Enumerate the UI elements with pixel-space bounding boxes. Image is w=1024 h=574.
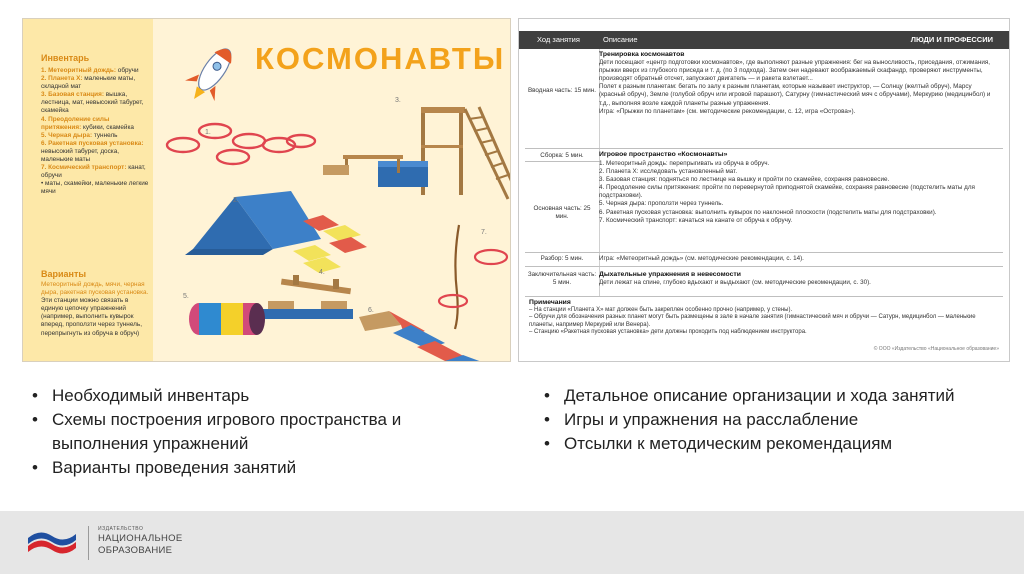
header-section-name: ЛЮДИ И ПРОФЕССИИ <box>910 35 993 44</box>
note-item: – На станции «Планета X» мат должен быть закреплен особенно прочно (например, у стены). <box>529 306 793 313</box>
row-heading: Дыхательные упражнения в невесомости <box>599 271 741 278</box>
row-review <box>599 255 999 263</box>
inventory-name: 6. Ракетная пусковая установка: <box>41 139 144 147</box>
row-separator <box>525 296 1003 297</box>
rope <box>455 225 459 329</box>
publisher-logo-icon <box>24 524 80 558</box>
row-intro <box>599 51 999 116</box>
feature-item: • Отсылки к методическим рекомендациям <box>542 432 1002 456</box>
inventory-items: маты, скамейки, маленькие легкие мячи <box>41 180 149 196</box>
game-space-illustration <box>153 79 510 361</box>
variants-text <box>41 281 149 338</box>
row-paragraph: 7. Космический транспорт: качаться на канате от обруча к обручу. <box>599 216 793 224</box>
right-page-preview <box>518 18 1010 362</box>
row-paragraph: Полет к разным планетам: бегать по залу к разным планетам, которые называет инструктор, — Солнцу (желтый обруч), Марсу (красный обруч), Земле (голубой обруч или игровой парашют), Сатурну (гимнастический мяч с обручами), Меркурию (медицинбол) и т.д., выполняя возле каждой планеты разные упражнения. <box>599 83 991 107</box>
publisher-name-line2: ОБРАЗОВАНИЕ <box>98 545 173 556</box>
notes-title: Примечания <box>529 299 571 306</box>
header-col-lesson: Ход занятия <box>537 35 580 44</box>
row-paragraph: 6. Ракетная пусковая установка: выполнить кувырок по наклонной плоскости (подстелить маты для подстраховки). <box>599 208 937 216</box>
inventory-items: невысокий табурет, доска, маленькие маты <box>41 147 120 164</box>
row-heading: Игровое пространство «Космонавты» <box>599 151 728 158</box>
row-paragraph: 5. Черная дыра: проползти через туннель. <box>599 200 724 208</box>
station-number: 7. <box>481 229 487 236</box>
note-item: – Станцию «Ракетная пусковая установка» дети должны проходить под наблюдением инструктора. <box>529 329 807 336</box>
station-number: 2. <box>233 197 239 204</box>
row-paragraph: 1. Метеоритный дождь: перепрыгивать из обруча в обруч. <box>599 160 770 167</box>
left-page-preview <box>22 18 511 362</box>
row-paragraph: 3. Базовая станция: подняться по лестнице на вышку и пройти по скамейке, сохраняя равновесие. <box>599 176 890 184</box>
hoops-station <box>167 124 315 164</box>
page-title: КОСМОНАВТЫ <box>255 41 506 76</box>
notes-block <box>529 299 999 337</box>
inventory-name: 5. Черная дыра: <box>41 131 93 139</box>
header-col-description: Описание <box>603 35 638 44</box>
row-paragraph: Дети лежат на спине, глубоко вдыхают и выдыхают (см. методические рекомендации, с. 30). <box>599 279 871 287</box>
row-separator <box>525 161 599 162</box>
inventory-items: канат, обручи <box>41 164 146 180</box>
row-label-assembly: Сборка: 5 мин. <box>540 152 584 159</box>
copyright-text: © ООО «Издательство «Национальное образование» <box>873 346 999 352</box>
row-label-review: Разбор: 5 мин. <box>540 255 584 262</box>
inventory-items: туннель <box>93 131 118 139</box>
inventory-title: Инвентарь <box>41 53 90 63</box>
feature-item: • Варианты проведения занятий <box>30 456 490 480</box>
inventory-name: 7. Космический транспорт: <box>41 164 127 172</box>
row-label-final: Заключительная часть: 5 мин. <box>527 271 597 286</box>
features-list-right <box>542 384 1002 456</box>
row-separator <box>525 252 1003 253</box>
base-station <box>323 107 510 199</box>
feature-item: • Необходимый инвентарь <box>30 384 490 408</box>
inventory-name: 3. Базовая станция: <box>41 91 104 99</box>
variants-description: Эти станции можно связать в единую цепочку упражнений (например, выполнить кувырок вперед, проползти через туннель, перепрыгнуть из обруча в обруч) <box>41 297 143 337</box>
row-paragraph: 2. Планета X: исследовать установленный мат. <box>599 168 738 176</box>
inventory-name: 1. Метеоритный дождь: <box>41 67 116 74</box>
note-item: – Обручи для обозначения разных планет могут быть размещены в зале в начале занятия (гимнастический мяч и обручи — Сатурн, медицинбол — маленькие планеты, например Меркурий или Венера). <box>529 314 976 328</box>
row-paragraph: 4. Преодоление силы притяжения: пройти по перевернутой приподнятой скамейке, сохраняя равновесие (подстелить маты для подстраховки). <box>599 184 975 200</box>
features-list-left <box>30 384 490 480</box>
row-paragraph: Дети посещают «центр подготовки космонавтов», где выполняют разные упражнения: бег на выносливость, приседания, отжимания, прыжки вверх из глубокого приседа и т. д. (по 3 подхода). Затем они надевают воображаемый скафандр, проверяют инструменты, производят обратный отсчет, запускают двигатель — и ракета взлетает... <box>599 59 991 83</box>
publisher-caption: ИЗДАТЕЛЬСТВО <box>98 526 144 532</box>
inventory-items: обручи <box>117 67 139 74</box>
row-paragraph: Игра: «Метеоритный дождь» (см. методические рекомендации, с. 14). <box>599 255 804 262</box>
row-label-main: Основная часть: 25 мин. <box>533 205 591 220</box>
inventory-name: 4. Преодоление силы притяжения: <box>41 115 110 131</box>
station-number: 6. <box>368 307 374 314</box>
variants-title: Варианты <box>41 269 87 279</box>
station-number: 1. <box>205 129 211 136</box>
row-label-intro: Вводная часть: 15 мин. <box>527 87 597 94</box>
footer-divider <box>88 526 89 560</box>
rocket-launcher-ramp <box>359 311 501 361</box>
row-heading: Тренировка космонавтов <box>599 51 685 58</box>
row-main <box>599 160 999 225</box>
row-assembly <box>599 151 999 159</box>
inventory-name: 2. Планета X: <box>41 75 83 83</box>
gravity-station <box>263 275 353 319</box>
feature-item: • Детальное описание организации и хода занятий <box>542 384 1002 408</box>
publisher-name-line1: НАЦИОНАЛЬНОЕ <box>98 533 183 544</box>
inventory-items: вышка, лестница, мат, невысокий табурет, скамейка <box>41 91 144 115</box>
feature-item: • Игры и упражнения на расслабление <box>542 408 1002 432</box>
row-final <box>599 271 999 287</box>
inventory-items: маленькие маты, складной мат <box>41 75 136 91</box>
station-number: 4. <box>319 269 325 276</box>
row-paragraph: Игра: «Прыжки по планетам» (см. методические рекомендации, с. 12, игра «Острова»). <box>599 107 856 115</box>
feature-item: • Схемы построения игрового пространства и выполнения упражнений <box>30 408 490 456</box>
planet-x-mat <box>185 191 321 255</box>
station-number: 3. <box>395 97 401 104</box>
lesson-table-header <box>519 31 1009 49</box>
station-number: 5. <box>183 293 189 300</box>
inventory-list: 1. Метеоритный дождь: обручи 2. Планета X: маленькие маты, складной мат 3. Базовая станция: вышка, лестница, мат, невысокий табурет, скамейка 4. Преодоление силы притяжения: кубики, скамейка 5. Черная дыра: туннель 6. Ракетная пусковая установка: невысокий табурет, доска, маленькие маты 7. Космический транспорт: канат, обручи • маты, скамейки, маленькие легкие мячи <box>41 67 149 196</box>
variants-highlight: Метеоритный дождь, мячи, черная дыра, ракетная пусковая установка. <box>41 281 149 297</box>
row-separator <box>525 148 1003 149</box>
inventory-items: кубики, скамейка <box>82 123 134 131</box>
row-separator <box>525 266 1003 267</box>
black-hole-tunnel <box>189 303 265 335</box>
